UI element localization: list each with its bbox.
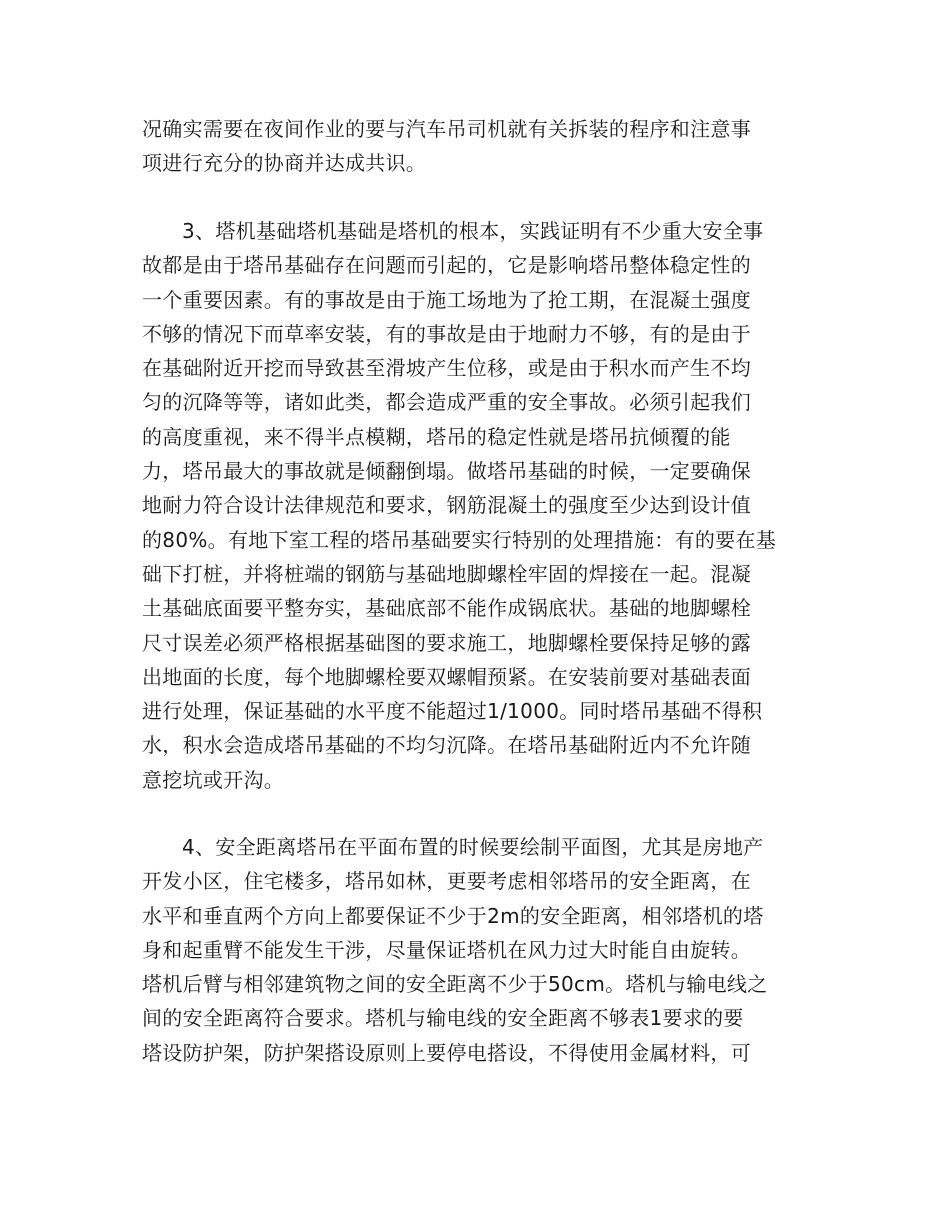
paragraph-tower-crane-foundation [142,214,822,797]
text-line: 出地面的长度，每个地脚螺栓要双螺帽预紧。在安装前要对基础表面 [142,664,751,689]
text-line: 础下打桩，并将桩端的钢筋与基础地脚螺栓牢固的焊接在一起。混凝 [142,561,751,586]
text-line: 开发小区，住宅楼多，塔吊如林，更要考虑相邻塔吊的安全距离，在 [142,869,751,894]
text-line: 尺寸误差必须严格根据基础图的要求施工，地脚螺栓要保持足够的露 [142,630,751,655]
text-line: 故都是由于塔吊基础存在问题而引起的，它是影响塔吊整体稳定性的 [142,253,751,278]
text-line: 塔机后臂与相邻建筑物之间的安全距离不少于50cm。塔机与输电线之 [142,972,768,997]
text-line: 水平和垂直两个方向上都要保证不少于2m的安全距离，相邻塔机的塔 [142,903,764,928]
text-line: 身和起重臂不能发生干涉，尽量保证塔机在风力过大时能自由旋转。 [142,937,751,962]
text-line: 力，塔吊最大的事故就是倾翻倒塌。做塔吊基础的时候，一定要确保 [142,459,751,484]
text-line: 的高度重视，来不得半点模糊，塔吊的稳定性就是塔吊抗倾覆的能 [142,424,731,449]
text-line: 水，积水会造成塔吊基础的不均匀沉降。在塔吊基础附近内不允许随 [142,733,751,758]
text-line: 塔设防护架，防护架搭设原则上要停电搭设，不得使用金属材料，可 [142,1040,751,1065]
text-line: 一个重要因素。有的事故是由于施工场地为了抢工期，在混凝土强度 [142,287,751,312]
text-line: 在基础附近开挖而导致甚至滑坡产生位移，或是由于积水而产生不均 [142,356,751,381]
paragraph-continuation [142,112,822,181]
text-line: 项进行充分的协商并达成共识。 [142,151,427,176]
text-line: 匀的沉降等等，诸如此类，都会造成严重的安全事故。必须引起我们 [142,390,751,415]
text-line: 土基础底面要平整夯实，基础底部不能作成锅底状。基础的地脚螺栓 [142,596,751,621]
text-line: 意挖坑或开沟。 [142,767,285,792]
text-line: 不够的情况下而草率安装，有的事故是由于地耐力不够，有的是由于 [142,321,751,346]
text-line: 的80%。有地下室工程的塔吊基础要实行特别的处理措施：有的要在基 [142,527,777,552]
text-line: 进行处理，保证基础的水平度不能超过1/1000。同时塔吊基础不得积 [142,699,763,724]
text-line: 间的安全距离符合要求。塔机与输电线的安全距离不够表1要求的要 [142,1006,744,1031]
paragraph-safety-distance [142,830,822,1070]
text-line: 3、塔机基础塔机基础是塔机的根本，实践证明有不少重大安全事 [182,219,764,243]
text-line: 4、安全距离塔吊在平面布置的时候要绘制平面图，尤其是房地产 [182,835,764,859]
text-line: 地耐力符合设计法律规范和要求，钢筋混凝土的强度至少达到设计值 [142,493,751,518]
text-line: 况确实需要在夜间作业的要与汽车吊司机就有关拆装的程序和注意事 [142,117,751,141]
